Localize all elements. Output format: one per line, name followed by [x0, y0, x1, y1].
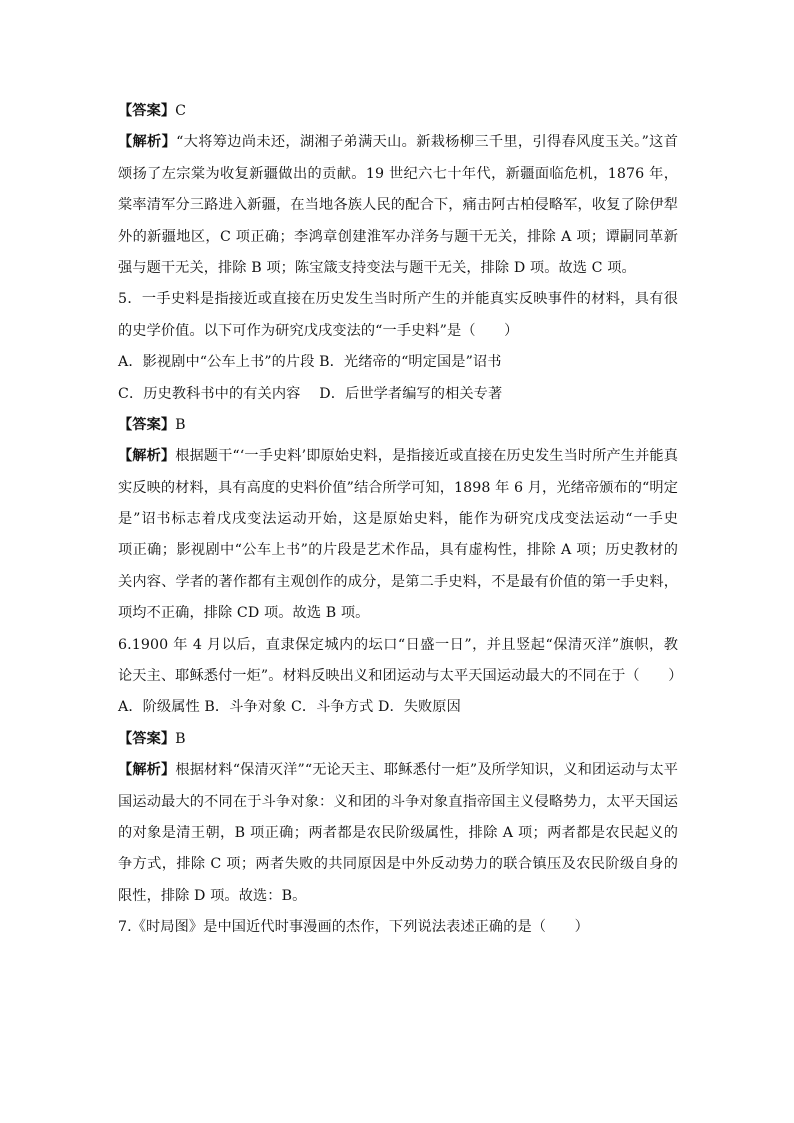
q5-analysis-line: 项均不正确，排除 CD 项。故选 B 项。: [118, 605, 370, 622]
analysis-label: 【解析】: [118, 448, 176, 465]
q5-stem-line: 5．一手史料是指接近或直接在历史发生当时所产生的并能真实反映事件的材料，具有很: [118, 291, 678, 308]
q4-analysis-line: 强与题干无关，排除 B 项；陈宝箴支持变法与题干无关，排除 D 项。故选 C 项。: [118, 259, 636, 276]
q5-analysis-line: 关内容、学者的著作都有主观创作的成分，是第二手史料，不是最有价值的第一手史料，: [118, 573, 678, 590]
q5-analysis-line: 实反映的材料，具有高度的史料价值”结合所学可知，1898 年 6 月，光绪帝颁布的“明定: [118, 479, 678, 496]
q5-options-line: C．历史教科书中的有关内容 D．后世学者编写的相关专著: [118, 385, 503, 402]
q5-analysis-line: 项正确；影视剧中“公车上书”的片段是艺术作品，具有虚构性，排除 A 项；历史教材的: [118, 542, 678, 559]
answer-value: C: [175, 103, 187, 119]
q6-analysis-line: 的对象是清王朝，B 项正确；两者都是农民阶级属性，排除 A 项；两者都是农民起义的: [118, 824, 678, 841]
q4-analysis-line: 颂扬了左宗棠为收复新疆做出的贡献。19 世纪六七十年代，新疆面临危机，1876 年，: [118, 165, 678, 182]
q6-answer: [118, 724, 678, 755]
analysis-label: 【解析】: [118, 134, 177, 151]
q6-stem-line: 6.1900 年 4 月以后，直隶保定城内的坛口“日盛一日”，并且竖起“保清灭洋”旗帜，教: [118, 636, 678, 653]
q5-analysis-line: 是”诏书标志着戊戌变法运动开始，这是原始史料，能作为研究戊戌变法运动“一手史: [118, 511, 678, 528]
q5-options-line: A．影视剧中“公车上书”的片段 B．光绪帝的“明定国是”诏书: [118, 354, 502, 371]
q5-analysis-line: 【解析】根据题干“‘一手史料’即原始史料，是指接近或直接在历史发生当时所产生并能真: [118, 448, 678, 465]
answer-value: B: [175, 416, 186, 433]
q6-stem-line: 论天主、耶稣悉付一炬”。材料反映出义和团运动与太平天国运动最大的不同在于（ ）: [118, 668, 683, 685]
q6-options-line: A．阶级属性 B．斗争对象 C．斗争方式 D．失败原因: [118, 699, 461, 716]
q6-analysis-line: 国运动最大的不同在于斗争对象：义和团的斗争对象直指帝国主义侵略势力，太平天国运: [118, 793, 678, 810]
document-page: [118, 96, 683, 944]
q6-analysis-line: 【解析】根据材料“保清灭洋”“无论天主、耶稣悉付一炬”及所学知识，义和团运动与太平: [118, 762, 678, 779]
answer-label: 【答案】: [118, 103, 176, 119]
q5-stem-line: 的史学价值。以下可作为研究戊戌变法的“一手史料”是（ ）: [118, 322, 519, 339]
q6-analysis-line: 限性，排除 D 项。故选：B。: [118, 887, 307, 904]
q7-stem-line: 7.《时局图》是中国近代时事漫画的杰作，下列说法表述正确的是（ ）: [118, 919, 589, 936]
q6-analysis-line: 争方式，排除 C 项；两者失败的共同原因是中外反动势力的联合镇压及农民阶级自身的: [118, 856, 678, 873]
answer-label: 【答案】: [118, 416, 176, 433]
q4-analysis-line: 棠率清军分三路进入新疆，在当地各族人民的配合下，痛击阿古柏侵略军，收复了除伊犁: [118, 197, 678, 214]
q4-answer: [118, 96, 678, 127]
q4-analysis-line: 【解析】“大将筹边尚未还，湖湘子弟满天山。新栽杨柳三千里，引得春风度玉关。”这首: [118, 134, 678, 151]
q4-analysis-line: 外的新疆地区，C 项正确；李鸿章创建淮军办洋务与题干无关，排除 A 项；谭嗣同革新: [118, 228, 678, 245]
answer-label: 【答案】: [118, 730, 176, 747]
answer-value: B: [175, 730, 186, 747]
q5-answer: [118, 410, 678, 441]
analysis-label: 【解析】: [118, 762, 176, 779]
